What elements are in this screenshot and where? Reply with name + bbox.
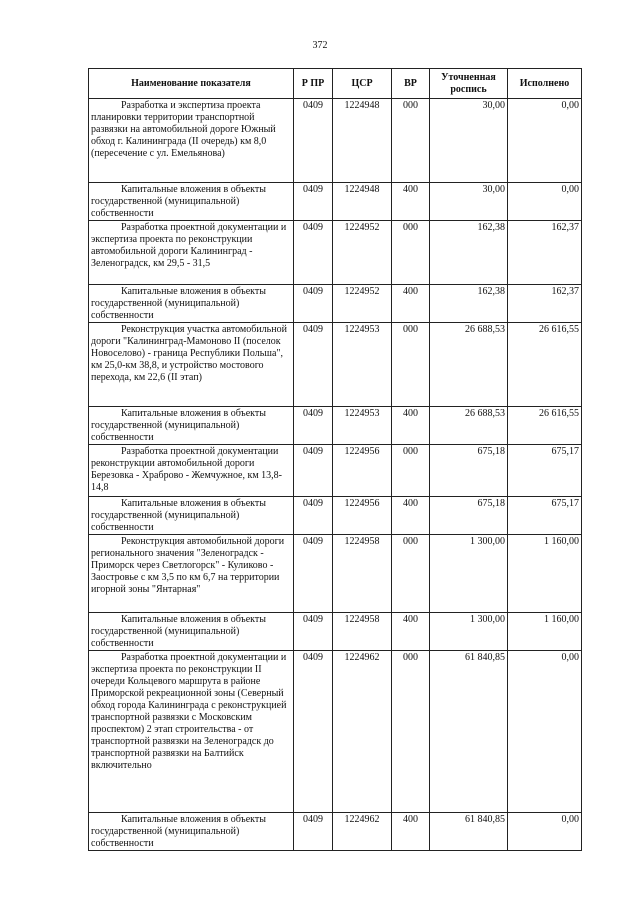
row-done-cell: 0,00	[508, 183, 582, 221]
row-plan-cell: 61 840,85	[430, 813, 508, 851]
row-csr-cell: 1224958	[333, 613, 392, 651]
row-name-cell	[89, 407, 294, 445]
row-csr-cell: 1224956	[333, 445, 392, 497]
row-done-cell: 26 616,55	[508, 407, 582, 445]
row-done-cell: 0,00	[508, 99, 582, 183]
row-name-text: Разработка и экспертиза проекта планировки территории транспортной развязки на автомобильной дороге Южный обход г. Калининграда (II очередь) км 8,0 (пересечение с ул. Емельянова)	[91, 100, 276, 159]
row-name-cell	[89, 323, 294, 407]
row-done-cell: 675,17	[508, 445, 582, 497]
row-rpr-cell: 0409	[294, 323, 333, 407]
row-rpr-cell: 0409	[294, 183, 333, 221]
row-vr-cell: 000	[392, 221, 430, 285]
row-rpr-cell: 0409	[294, 651, 333, 813]
row-csr-cell: 1224962	[333, 651, 392, 813]
row-vr-cell: 000	[392, 99, 430, 183]
row-rpr-cell: 0409	[294, 535, 333, 613]
row-done-cell: 1 160,00	[508, 535, 582, 613]
row-csr-cell: 1224953	[333, 407, 392, 445]
row-done-cell: 0,00	[508, 651, 582, 813]
row-name-cell	[89, 651, 294, 813]
row-plan-cell: 30,00	[430, 99, 508, 183]
row-rpr-cell: 0409	[294, 445, 333, 497]
row-vr-cell: 000	[392, 445, 430, 497]
row-rpr-cell: 0409	[294, 613, 333, 651]
row-csr-cell: 1224948	[333, 183, 392, 221]
row-vr-cell: 000	[392, 535, 430, 613]
row-rpr-cell: 0409	[294, 407, 333, 445]
row-name-cell	[89, 99, 294, 183]
row-name-text: Капитальные вложения в объекты государственной (муниципальной) собственности	[91, 286, 266, 321]
row-plan-cell: 26 688,53	[430, 323, 508, 407]
row-name-cell	[89, 285, 294, 323]
row-name-text: Капитальные вложения в объекты государственной (муниципальной) собственности	[91, 408, 266, 443]
row-done-cell: 162,37	[508, 221, 582, 285]
row-name-cell	[89, 497, 294, 535]
table-row	[89, 497, 582, 535]
row-plan-cell: 30,00	[430, 183, 508, 221]
column-header-name: Наименование показателя	[89, 69, 294, 99]
row-plan-cell: 1 300,00	[430, 535, 508, 613]
row-plan-cell: 675,18	[430, 445, 508, 497]
row-done-cell: 0,00	[508, 813, 582, 851]
table-row	[89, 183, 582, 221]
row-rpr-cell: 0409	[294, 497, 333, 535]
row-name-cell	[89, 221, 294, 285]
row-plan-cell: 675,18	[430, 497, 508, 535]
row-name-cell	[89, 813, 294, 851]
row-plan-cell: 1 300,00	[430, 613, 508, 651]
row-done-cell: 26 616,55	[508, 323, 582, 407]
row-csr-cell: 1224953	[333, 323, 392, 407]
row-name-cell	[89, 535, 294, 613]
column-header-done: Исполнено	[508, 69, 582, 99]
row-name-text: Разработка проектной документации и экспертиза проекта по реконструкции II очереди Кольцевого маршрута в районе Приморской рекреационной зоны (Северный обход города Калининграда с реконструкцией транспортной развязки с Московским проспектом) 2 этап строительства - от транспортной развязки на Зеленоградск до транспортной развязки на Балтийск включительно	[91, 652, 287, 771]
row-name-text: Реконструкция участка автомобильной дороги "Калининград-Мамоново II (поселок Новоселово) - граница Республики Польша", км 25,0-км 38,8, и устройство мостового перехода, км 22,6 (II этап)	[91, 324, 287, 383]
row-name-cell	[89, 613, 294, 651]
row-done-cell: 1 160,00	[508, 613, 582, 651]
row-plan-cell: 162,38	[430, 221, 508, 285]
table-row	[89, 813, 582, 851]
row-plan-cell: 162,38	[430, 285, 508, 323]
table-row	[89, 535, 582, 613]
row-csr-cell: 1224948	[333, 99, 392, 183]
row-name-text: Разработка проектной документации реконструкции автомобильной дороги Березовка - Храброво - Жемчужное, км 13,8-14,8	[91, 446, 283, 493]
row-csr-cell: 1224962	[333, 813, 392, 851]
row-vr-cell: 400	[392, 813, 430, 851]
row-vr-cell: 400	[392, 183, 430, 221]
row-rpr-cell: 0409	[294, 285, 333, 323]
row-csr-cell: 1224958	[333, 535, 392, 613]
row-plan-cell: 61 840,85	[430, 651, 508, 813]
row-name-text: Разработка проектной документации и экспертиза проекта по реконструкции автомобильной дороги Калининград - Зеленоградск, км 29,5 - 31,5	[91, 222, 287, 269]
row-name-text: Капитальные вложения в объекты государственной (муниципальной) собственности	[91, 814, 266, 849]
row-rpr-cell: 0409	[294, 221, 333, 285]
row-vr-cell: 000	[392, 323, 430, 407]
table-row	[89, 651, 582, 813]
row-plan-cell: 26 688,53	[430, 407, 508, 445]
row-done-cell: 675,17	[508, 497, 582, 535]
column-header-plan: Уточненная роспись	[430, 69, 508, 99]
row-rpr-cell: 0409	[294, 99, 333, 183]
row-name-text: Капитальные вложения в объекты государственной (муниципальной) собственности	[91, 614, 266, 649]
table-row	[89, 323, 582, 407]
row-done-cell: 162,37	[508, 285, 582, 323]
column-header-vr: ВР	[392, 69, 430, 99]
row-vr-cell: 400	[392, 613, 430, 651]
table-row	[89, 445, 582, 497]
row-vr-cell: 400	[392, 497, 430, 535]
column-header-rpr: Р ПР	[294, 69, 333, 99]
row-vr-cell: 400	[392, 407, 430, 445]
table-row	[89, 613, 582, 651]
column-header-csr: ЦСР	[333, 69, 392, 99]
row-csr-cell: 1224956	[333, 497, 392, 535]
row-name-text: Реконструкция автомобильной дороги регионального значения "Зеленоградск - Приморск через Светлогорск" - Куликово - Заостровье с км 3,5 по км 6,7 на территории игорной зоны "Янтарная"	[91, 536, 285, 595]
row-name-text: Капитальные вложения в объекты государственной (муниципальной) собственности	[91, 184, 266, 219]
page-number: 372	[312, 40, 328, 51]
table-row	[89, 285, 582, 323]
row-csr-cell: 1224952	[333, 221, 392, 285]
table-row	[89, 221, 582, 285]
row-csr-cell: 1224952	[333, 285, 392, 323]
budget-table	[88, 68, 582, 851]
row-name-text: Капитальные вложения в объекты государственной (муниципальной) собственности	[91, 498, 266, 533]
row-name-cell	[89, 445, 294, 497]
row-vr-cell: 400	[392, 285, 430, 323]
row-rpr-cell: 0409	[294, 813, 333, 851]
row-vr-cell: 000	[392, 651, 430, 813]
table-row	[89, 99, 582, 183]
table-row	[89, 407, 582, 445]
row-name-cell	[89, 183, 294, 221]
table-header-row	[89, 69, 582, 99]
